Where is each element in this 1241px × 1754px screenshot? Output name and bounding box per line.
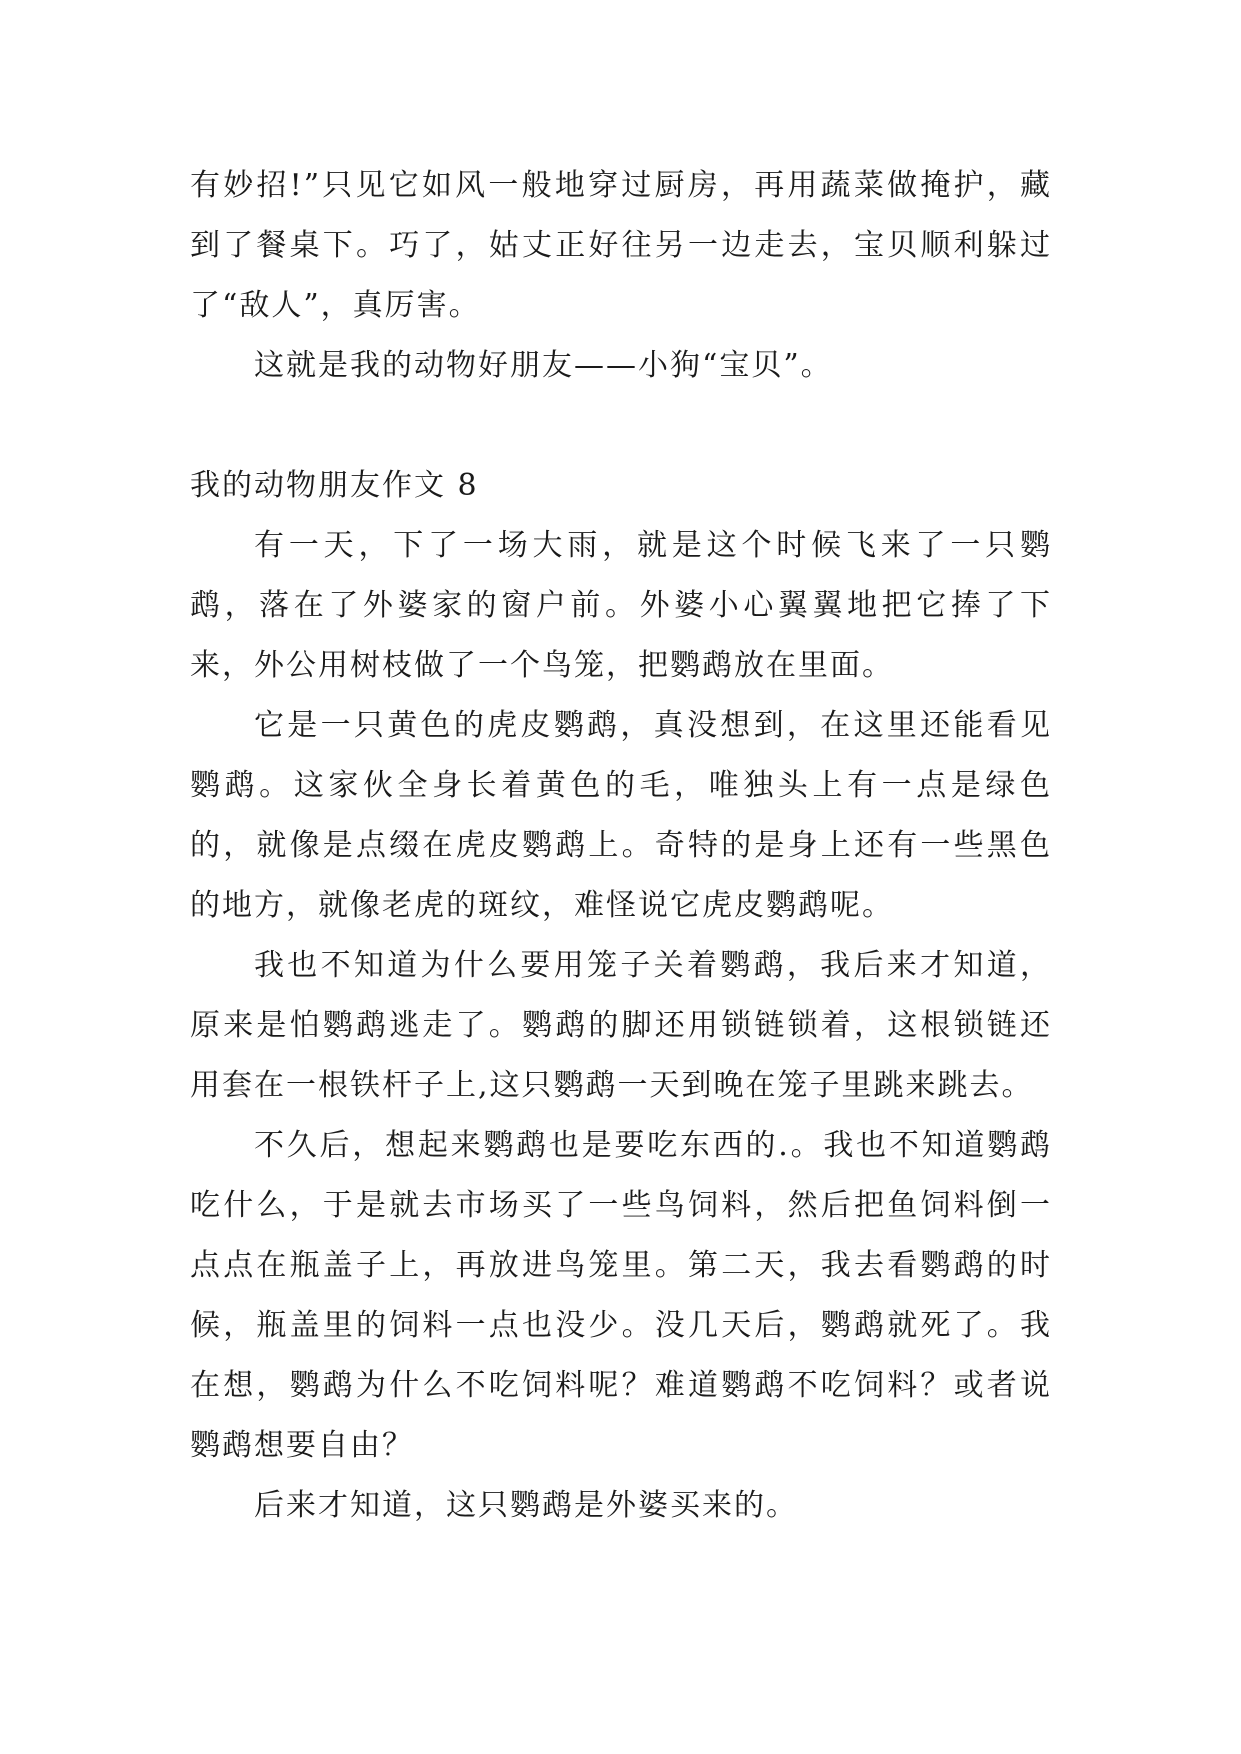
section-title: 我的动物朋友作文 8 [190,468,479,503]
paragraph: 它是一只黄色的虎皮鹦鹉，真没想到，在这里还能看见鹦鹉。这家伙全身长着黄色的毛，唯独头上有一点是绿色的，就像是点缀在虎皮鹦鹉上。奇特的是身上还有一些黑色的地方，就像老虎的斑纹，难怪说它虎皮鹦鹉呢。 [190,708,1052,923]
paragraph: 有妙招!”只见它如风一般地穿过厨房，再用蔬菜做掩护，藏到了餐桌下。巧了，姑丈正好往另一边走去，宝贝顺利躲过了“敌人”，真厉害。 [190,168,1052,323]
paragraph: 不久后，想起来鹦鹉也是要吃东西的.。我也不知道鹦鹉吃什么，于是就去市场买了一些鸟饲料，然后把鱼饲料倒一点点在瓶盖子上，再放进鸟笼里。第二天，我去看鹦鹉的时候，瓶盖里的饲料一点也没少。没几天后，鹦鹉就死了。我在想，鹦鹉为什么不吃饲料呢？难道鹦鹉不吃饲料？或者说鹦鹉想要自由？ [190,1128,1052,1463]
paragraph: 这就是我的动物好朋友——小狗“宝贝”。 [254,348,833,383]
paragraph: 后来才知道，这只鹦鹉是外婆买来的。 [254,1488,798,1523]
document-body [190,156,1052,1536]
section-gap [190,396,1052,456]
paragraph: 有一天，下了一场大雨，就是这个时候飞来了一只鹦鹉，落在了外婆家的窗户前。外婆小心翼翼地把它捧了下来，外公用树枝做了一个鸟笼，把鹦鹉放在里面。 [190,528,1052,683]
paragraph: 我也不知道为什么要用笼子关着鹦鹉，我后来才知道，原来是怕鹦鹉逃走了。鹦鹉的脚还用锁链锁着，这根锁链还用套在一根铁杆子上,这只鹦鹉一天到晚在笼子里跳来跳去。 [190,948,1052,1103]
